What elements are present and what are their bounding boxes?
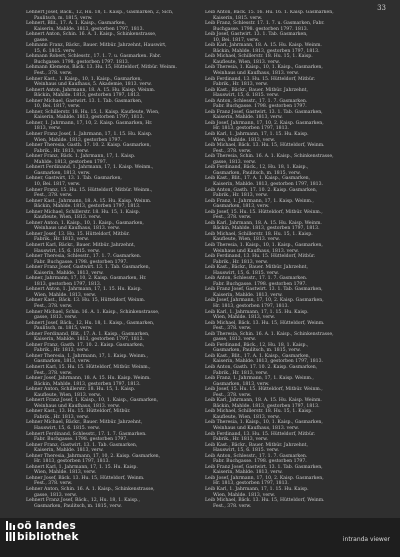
- entry-head: Lehnert Franz Josef, 1. Kaisp., 10, 1. Kaisp., Gasmarken,: [26, 398, 159, 404]
- entry-head: Leib Anton, Schlesstr., 17. 1. 7. Gasmarken.: [205, 276, 308, 282]
- register-entry: [205, 121, 391, 132]
- register-entry: [26, 154, 212, 165]
- entry-continuation: Kaufleute, Wien, 1813. verw.: [213, 59, 281, 65]
- entry-continuation: Bäckin, Mahlde. 1813, gestorben 1797, 1813.: [213, 48, 320, 54]
- entry-continuation: Bäckin, Mahlde. 1813, gestorben 1797, 1813.: [34, 204, 141, 210]
- register-entry: [205, 165, 391, 176]
- entry-continuation: Weinhaus und Kaufhaus, 1813. verw.: [213, 248, 300, 254]
- entry-head: Leib Michael, Schillerstr. 18. Hu. 15, 1. Kaisp.: [205, 54, 313, 60]
- entry-continuation: Bäckin, Mahlde. 1813, gestorben 1797, 1813.: [213, 403, 320, 409]
- entry-head: Leib Franz Josef, Gastwirt. 13. 1. Tab. Gasmarken,: [205, 287, 323, 293]
- entry-head: Leib Josef, Jahrmann, 17, 10, 2. Kaisp. Gasmarken,: [205, 298, 324, 304]
- register-entry: [205, 88, 391, 99]
- register-entry: [26, 287, 212, 298]
- register-entry: [205, 298, 391, 309]
- entry-continuation: Fest., 378. verw.: [34, 193, 73, 199]
- register-entry: [26, 310, 212, 321]
- entry-head: Leib Kast., Bäckr., Bauer. Mitbür. Jahrzehnt,: [205, 87, 308, 93]
- register-entry: [205, 65, 391, 76]
- register-entry: [205, 132, 391, 143]
- entry-head: Leib Ferdinand, 13. Hu. 15. Hütteldorf, Mitbür.: [205, 76, 316, 82]
- entry-head: Lehner Franz, Bäck. 1. Jahrmann, 17, 1. Kaisp.: [26, 154, 136, 160]
- entry-head: Leib Michael, Bäck. 13. Hu. 15, Hütteldorf, Weinm.: [205, 143, 325, 149]
- entry-continuation: Kaiserin, Mahlde. 1813, gestorben 1797, 1813.: [34, 26, 144, 32]
- entry-continuation: Wien, Mahlde. 1813, verw.: [213, 315, 276, 321]
- entry-head: Lehmann Klemens, Bäck. 13. Hu. 15, Hütteldorf, Mitbür. Weinm.: [26, 65, 177, 71]
- entry-head: Lehnert Josef, Bäck., 12, Hu. 18, 1. Kaisp., Gasmarken,: [26, 320, 155, 326]
- entry-continuation: Fest., 378. verw.: [34, 481, 73, 487]
- entry-continuation: Kaiserin, Mahlde. 1813, verw.: [213, 470, 283, 476]
- entry-continuation: Kaufleute, Wien, 1813. verw.: [34, 215, 102, 221]
- entry-head: Leib Karl, Jahrmann, 18. A. 15. Hu. Kaisp. Weinm.: [205, 398, 322, 404]
- entry-head: Leib Josef, Gastwirt. 13. 1. Tab. Gasmarken,: [205, 32, 308, 38]
- register-entry: [26, 487, 212, 498]
- entry-head: Leib Josef, 15. Hu. 15. Hütteldorf, Mitbür. Weinm.,: [205, 387, 323, 393]
- register-entry: [26, 121, 212, 132]
- entry-head: Lehner, Schillerstr. 18. Hu. 15, 1. Kaisp. Kaufleute, Wien,: [26, 109, 160, 115]
- entry-head: Lehner Kast., Jahrmann, 18. A. 15. Hu. Kaisp. Weinm.: [26, 198, 152, 204]
- entry-continuation: Fabrik., Hr. 1813, verw.: [213, 193, 268, 199]
- entry-head: Lehner, Jahrmann, 17, 10, 2. Kaisp. Gasmarken, Hr.: [26, 276, 147, 282]
- entry-head: Leib Kast., Bäckr., Bauer. Mitbür. Jahrzehnt,: [205, 265, 308, 271]
- register-entry: [26, 398, 212, 409]
- entry-head: Lehner Anton, Schin. 16. A. 1. Kaisp., Schinkenstrasse,: [26, 487, 155, 493]
- entry-continuation: Kaiserin, Mahlde. 1813, verw.: [213, 292, 283, 298]
- entry-continuation: Wien, Mahlde. 1813, verw.: [34, 470, 97, 476]
- entry-head: Lehnert Karl, 15. Hu. 15. Hütteldorf, Mitbür. Weinm.,: [26, 365, 151, 370]
- register-entry: [26, 476, 212, 487]
- entry-head: Leib Anton, Gasth. 17. 10. 2. Kaisp. Gasmarken,: [205, 187, 318, 193]
- entry-head: Leib Ferdinand, Bäck., 12, Hu. 18, 1. Kaisp.,: [205, 165, 309, 171]
- entry-head: Leib Theresia, 1. Kaisp., 10, 1. Kaisp., Gasmarken,: [205, 420, 323, 426]
- entry-continuation: Hauswirt, 15, 6. 1815. verw.: [34, 248, 101, 254]
- entry-continuation: Wien, Mahlde. 1813, verw.: [34, 292, 97, 298]
- entry-continuation: Fabrik., Hr. 1813, verw.: [213, 82, 268, 88]
- register-entry: [26, 387, 212, 398]
- entry-head: Leib Anton, Gasth. 17. 10. 2. Kaisp. Gasmarken,: [205, 365, 318, 370]
- entry-head: Lehnert, Blit., 17. A. 1. Kaisp., Gasmarken,: [26, 21, 127, 27]
- logo-line-2: bibliothek: [17, 531, 79, 543]
- entry-continuation: Fabr. Buchgasse. 1798. gestorben 1797.: [213, 104, 307, 110]
- entry-head: Leib Anton, Schlesstr., 17. 1. 7. Gasmarken.: [205, 453, 308, 459]
- right-column: [205, 10, 391, 509]
- entry-continuation: gasse, 1813. verw.: [213, 159, 257, 165]
- register-entry: [26, 454, 212, 465]
- register-entry: [205, 443, 391, 454]
- entry-continuation: Buchgasse. 1798. gestorben 1797. 1813.: [34, 59, 130, 65]
- entry-head: Lehner Franz, Gasth. 17. 10. 2. Kaisp. Gasmarken,: [26, 342, 145, 348]
- entry-continuation: 1813, verw.: [34, 126, 61, 132]
- entry-head: Lehner Franz, Gastwirt. 13. 1. Tab. Gasmarken,: [26, 442, 138, 448]
- entry-head: Leib Franz, 1. Jahrmann, 17, 1. Kaisp. Weinm.,: [205, 198, 314, 204]
- entry-head: Leib Michael, Bäck. 13. Hu. 15, Hütteldorf, Weinm.: [205, 498, 325, 504]
- register-entry: [26, 365, 212, 376]
- entry-head: Lehner Franz, 15. Hu. 15. Hütteldorf, Mitbür. Weinm.,: [26, 187, 153, 193]
- entry-head: Leib Karl, Jahrmann, 18. A. 15. Hu. Kaisp. Weinm.: [205, 43, 322, 49]
- entry-head: Lehnert Josef, Bäck., 12, Hu. 18, 1. Kaisp., Gasmarken, 2, Sich,: [26, 10, 174, 15]
- library-logo-mark-icon-2: [6, 532, 15, 541]
- register-entry: [205, 276, 391, 287]
- entry-continuation: 15, 6. 1815. verw.: [34, 48, 76, 54]
- register-entry: [26, 254, 212, 265]
- entry-head: Lehnert Anton, Schin. 16. A. 1. Kaisp., Schinkenstrasse,: [26, 32, 157, 38]
- register-entry: [205, 32, 391, 43]
- register-entry: [26, 54, 212, 65]
- entry-continuation: Hauswirt, 15, 6. 1815. verw.: [34, 426, 101, 432]
- entry-head: Lehner Theresia, Gasth. 17. 10. 2. Kaisp. Gasmarken,: [26, 143, 151, 149]
- register-entry: [26, 376, 212, 387]
- entry-head: Leib Franz, Schlesstr. 17. 1. 7. u. Gasmarken, Fabr.: [205, 21, 325, 27]
- left-column: [26, 10, 212, 509]
- register-entry: [26, 265, 212, 276]
- entry-continuation: Fabrik., Hr. 1813, verw.: [34, 148, 89, 154]
- entry-continuation: Wien, Mahlde. 1813, verw.: [213, 137, 276, 143]
- register-entry: [205, 265, 391, 276]
- entry-continuation: Kaiserin, Mahlde. 1813, verw.: [34, 270, 104, 276]
- entry-head: Lehmann Robert, Schlesstr., 17. 1. 7. u. Gasmarken. Fabr.: [26, 54, 162, 60]
- register-entry: [26, 432, 212, 443]
- entry-head: Lehner Anton, 1. Kaisp., 10, 1. Kaisp., Gasmarken,: [26, 220, 144, 226]
- entry-continuation: 10, Bei. 1817, verw.: [213, 37, 260, 43]
- entry-continuation: 10, Bei. 1817, verw.: [34, 181, 81, 187]
- page-number: 33: [377, 4, 386, 12]
- entry-continuation: Kaiserin, Mahlde. 1813, gestorben 1797, 1813.: [213, 181, 323, 187]
- register-entry: [26, 498, 212, 509]
- entry-continuation: Fest., 378. verw.: [34, 71, 73, 77]
- entry-continuation: Weinhaus und Kaufhaus, 5. Akademie, 1813. verw.: [34, 82, 152, 88]
- entry-continuation: Hr. 1813, gestorben 1797, 1813.: [34, 459, 110, 465]
- entry-head: Leib Anton, Bäck. 15. 16. Hu. 16. 1. Kaisp. Gasmarken,: [205, 10, 334, 15]
- entry-continuation: 10, Bei. 1817, verw.: [34, 104, 81, 110]
- entry-head: Leib Anton, Schlesstr., 17. 1. 7. Gasmarken.: [205, 98, 308, 104]
- entry-continuation: Kaiserin, Mahlde. 1813, gestorben 1797, 1813.: [34, 337, 144, 343]
- register-entry: [205, 143, 391, 154]
- entry-continuation: Paulitsch, m. 1815, verw.: [34, 15, 93, 21]
- entry-head: Lehner Michael, Gastwirt. 13. 1. Tab. Gasmarken,: [26, 98, 143, 104]
- register-entry: [26, 32, 212, 43]
- entry-continuation: Gasmarken, 1813, verw.: [34, 170, 91, 176]
- register-entry: [26, 88, 212, 99]
- entry-continuation: Fabr. Buchgasse. 1798. gestorben 1797.: [34, 437, 128, 443]
- register-entry: [205, 365, 391, 376]
- register-entry: [26, 165, 212, 176]
- entry-continuation: Fest., 378. verw.: [213, 215, 252, 221]
- register-entry: [205, 210, 391, 221]
- entry-continuation: Fabrik., Hr. 1813, verw.: [34, 237, 89, 243]
- entry-continuation: Kaiserin, Mahlde. 1813, verw.: [34, 448, 104, 454]
- register-entry: [205, 332, 391, 343]
- entry-continuation: Hauswirt, 15, 6. 1815. verw.: [213, 93, 280, 99]
- entry-continuation: Mahlde. 1813, gestorben 1797.: [34, 159, 108, 165]
- entry-head: Leib Karl, 1. Jahrmann, 17, 1. 15. Hu. Kaisp.: [205, 487, 309, 493]
- entry-continuation: gasse.: [34, 37, 49, 43]
- register-entry: [26, 77, 212, 88]
- register-entry: [205, 310, 391, 321]
- entry-continuation: Bäckin, Mahlde. 1813, gestorben 1797, 1813.: [34, 93, 141, 99]
- register-entry: [205, 243, 391, 254]
- register-entry: [205, 99, 391, 110]
- register-entry: [205, 476, 391, 487]
- entry-continuation: Fabrik., Hr. 1813, verw.: [34, 348, 89, 354]
- entry-head: Lehner Theresia, Schlesstr., 17. 1. 7. Gasmarken.: [26, 254, 142, 260]
- register-entry: [26, 10, 212, 21]
- register-entry: [205, 321, 391, 332]
- register-entry: [205, 232, 391, 243]
- entry-continuation: Gasmarken, Paulitsch, m. 1815, verw.: [34, 503, 122, 509]
- entry-continuation: Bäckin, Mahlde. 1813, gestorben 1797, 1813.: [213, 226, 320, 232]
- entry-continuation: Weinhaus und Kaufhaus, 1813. verw.: [34, 403, 121, 409]
- entry-head: Lehner Kast., Bäck. 13. Hu. 15, Hütteldorf, Weinm.: [26, 298, 146, 304]
- register-entry: [26, 143, 212, 154]
- register-entry: [26, 276, 212, 287]
- entry-continuation: Kaufleute, Wien, 1813. verw.: [213, 237, 281, 243]
- entry-continuation: Fabrik., Hr. 1813, verw.: [213, 437, 268, 443]
- entry-head: Lehnert Franz Josef, Bäck., 12, Hu. 18, 1. Kaisp.,: [26, 498, 140, 504]
- entry-continuation: Fabrik., Hr. 1813, verw.: [213, 370, 268, 376]
- entry-head: Lehner Anton, Schillerstr. 18. Hu. 15, 1. Kaisp.: [26, 387, 136, 393]
- entry-continuation: Weinhaus und Kaufhaus, 1813. verw.: [213, 426, 300, 432]
- entry-head: Leib Karl, 1. Jahrmann, 17, 1. 15. Hu. Kaisp.: [205, 132, 309, 138]
- register-entry: [26, 354, 212, 365]
- entry-head: Lehner Franz Josef, 1. Jahrmann, 17, 1. 15. Hu. Kaisp.: [26, 132, 153, 138]
- entry-continuation: 1813, gestorben 1797, 1813.: [34, 281, 102, 287]
- entry-head: Lehner Josef, 13. Hu. 15. Hütteldorf, Mitbür.: [26, 231, 130, 237]
- entry-head: Leib Michael, Schillerstr. 18. Hu. 15, 1. Kaisp.: [205, 231, 313, 237]
- entry-head: Leib Ferdinand, 13. Hu. 15. Hütteldorf, Mitbür.: [205, 431, 316, 437]
- entry-continuation: Kaiserin, Mahlde. 1813, gestorben 1797, 1813.: [213, 359, 323, 365]
- register-entry: [26, 321, 212, 332]
- register-entry: [26, 465, 212, 476]
- register-entry: [205, 188, 391, 199]
- entry-head: Lehner Michael, Schin. 16. A. 1. Kaisp., Schinkenstrasse,: [26, 309, 160, 315]
- register-entry: [205, 432, 391, 443]
- entry-continuation: Paulitsch, m. 1815, verw.: [34, 326, 93, 332]
- entry-continuation: Gasmarken, 1813, verw.: [34, 359, 91, 365]
- entry-continuation: Kaiserin, Mahlde. 1813, verw.: [213, 115, 283, 121]
- entry-continuation: Wien, Mahlde. 1813, gestorben 1797.: [34, 137, 122, 143]
- register-entry: [26, 409, 212, 420]
- entry-head: Leib Kast., Bäckr., Bauer. Mitbür. Jahrzehnt,: [205, 442, 308, 448]
- entry-head: Leib Franz, 1. Jahrmann, 17, 1. Kaisp. Weinm.,: [205, 376, 314, 382]
- entry-head: Leib Ferdinand, 13. Hu. 15. Hütteldorf, Mitbür.: [205, 254, 316, 260]
- register-entry: [205, 498, 391, 509]
- entry-continuation: Fest., 378. verw.: [213, 148, 252, 154]
- entry-head: Lehner Kast., 1. Kaisp., 10, 1. Kaisp., Gasmarken,: [26, 76, 142, 82]
- register-entry: [26, 21, 212, 32]
- entry-continuation: Fabr. Buchgasse. 1798. gestorben 1797.: [213, 281, 307, 287]
- register-entry: [26, 443, 212, 454]
- entry-head: Leib Josef, Jahrmann, 17, 10, 2. Kaisp. Gasmarken,: [205, 120, 324, 126]
- register-entry: [205, 199, 391, 210]
- entry-continuation: Buchgasse. 1798. gestorben 1797. 1813.: [213, 26, 309, 32]
- register-entry: [205, 376, 391, 387]
- register-entry: [26, 232, 212, 243]
- entry-head: Leib Michael, Bäck. 13. Hu. 15, Hütteldorf, Weinm.: [205, 320, 325, 326]
- entry-head: Lehner Kast., 13. Hu. 15. Hütteldorf, Mitbür.: [26, 409, 131, 415]
- entry-head: Lehmann Franz, Bäckr., Bauer. Mitbür. Jahrzehnt, Hauswirt,: [26, 43, 167, 49]
- entry-head: Leib Karl, 1. Jahrmann, 17, 1. 15. Hu. Kaisp.: [205, 309, 309, 315]
- entry-continuation: Fest., 378. verw.: [213, 326, 252, 332]
- register-entry: [205, 354, 391, 365]
- register-entry: [205, 487, 391, 498]
- entry-head: Leib Kast., Blit., 17. A. 1. Kaisp., Gasmarken,: [205, 353, 311, 359]
- entry-continuation: Kaufleute, Wien, 1813. verw.: [213, 414, 281, 420]
- register-entry: [26, 343, 212, 354]
- entry-continuation: Fabr. Buchgasse. 1798. gestorben 1797.: [213, 459, 307, 465]
- entry-head: Leib Josef, 15. Hu. 15. Hütteldorf, Mitbür. Weinm.,: [205, 209, 323, 215]
- logo-line-1: oö landes: [17, 520, 76, 532]
- entry-continuation: Weinhaus und Kaufhaus, 1813. verw.: [213, 71, 300, 77]
- register-entry: [205, 420, 391, 431]
- entry-head: Leib Franz Josef, Gastwirt. 13. 1. Tab. Gasmarken,: [205, 109, 323, 115]
- register-entry: [205, 465, 391, 476]
- entry-head: Lehner Josef, Bäck. 13. Hu. 15, Hütteldorf, Weinm.: [26, 475, 145, 481]
- entry-head: Leib Theresia, Schin. 16. A. 1. Kaisp., Schinkenstrasse,: [205, 154, 334, 160]
- entry-continuation: Weinhaus und Kaufhaus, 1813. verw.: [34, 226, 121, 232]
- entry-continuation: Fest., 378. verw.: [213, 503, 252, 509]
- entry-continuation: Bäckin, Mahlde. 1813, gestorben 1797, 1813.: [34, 381, 141, 387]
- entry-head: Leib Franz Josef, Gastwirt. 13. 1. Tab. Gasmarken,: [205, 464, 323, 470]
- register-entry: [205, 10, 391, 21]
- register-entry: [205, 409, 391, 420]
- register-entry: [205, 154, 391, 165]
- entry-head: Lehner, Gastwirt, 13. 1. Tab. Gasmarken,: [26, 176, 122, 182]
- entry-head: Leib Michael, Schillerstr. 18. Hu. 15, 1. Kaisp.: [205, 409, 313, 415]
- entry-continuation: Fabrik., Hr. 1813, verw.: [213, 259, 268, 265]
- entry-continuation: Kaiserin, Mahlde. 1813, gestorben 1797, 1813.: [34, 115, 144, 121]
- entry-continuation: gasse, 1813. verw.: [34, 492, 78, 498]
- register-entry: [26, 332, 212, 343]
- entry-continuation: Hauswirt, 15, 6. 1815. verw.: [213, 448, 280, 454]
- register-entry: [205, 343, 391, 354]
- register-entry: [205, 221, 391, 232]
- register-entry: [205, 110, 391, 121]
- entry-head: Lehner, 1. Jahrmann, 17, 10, 2. Kaisp. Gasmarken, Hr.: [26, 120, 153, 126]
- register-entry: [26, 110, 212, 121]
- entry-head: Leib Karl, Jahrmann, 18. A. 15. Hu. Kaisp. Weinm.: [205, 220, 322, 226]
- entry-head: Lehner Michael, Bäckr., Bauer. Mitbür. Jahrzehnt,: [26, 420, 143, 426]
- entry-continuation: Hauswirt, 15, 6. 1815. verw.: [213, 270, 280, 276]
- entry-head: Lehner Theresia, 1. Jahrmann, 17, 1. Kaisp. Weinm.,: [26, 353, 148, 359]
- register-entry: [26, 65, 212, 76]
- entry-head: Leib Theresia, 1. Kaisp., 10, 1. Kaisp., Gasmarken,: [205, 65, 323, 71]
- entry-continuation: Gasmarken, Paulitsch, m. 1815, verw.: [213, 348, 301, 354]
- entry-head: Lehnert Ferdinand, 1. Jahrmann, 17, 1. Kaisp. Weinm.,: [26, 165, 154, 171]
- entry-continuation: Fabr. Buchgasse. 1798. gestorben 1797.: [34, 259, 128, 265]
- viewer-label[interactable]: intranda viewer: [342, 536, 390, 543]
- entry-head: Lehnert Karl, 1. Jahrmann, 17, 1. 15. Hu. Kaisp.: [26, 464, 138, 470]
- entry-continuation: Kaiserin, 1815. verw.: [213, 15, 263, 21]
- entry-continuation: Gasmarken, 1813, verw.: [213, 381, 270, 387]
- entry-continuation: gasse, 1813. verw.: [34, 315, 78, 321]
- entry-continuation: gasse, 1813. verw.: [213, 337, 257, 343]
- register-entry: [26, 132, 212, 143]
- entry-head: Lehnert Anton, 1. Jahrmann, 17, 1. 15. Hu. Kaisp.: [26, 287, 142, 293]
- register-entry: [205, 287, 391, 298]
- entry-continuation: Fest., 378. verw.: [213, 392, 252, 398]
- entry-head: Lehnert Karl, Bäckr., Bauer. Mitbür. Jahrzehnt,: [26, 242, 136, 248]
- entry-continuation: Fest., 378. verw.: [34, 370, 73, 376]
- entry-head: Lehner Josef, Jahrmann, 18. A. 15. Hu. Kaisp. Weinm.: [26, 376, 151, 382]
- register-entry: [26, 298, 212, 309]
- register-entry: [205, 176, 391, 187]
- library-logo-mark-icon: [6, 521, 15, 530]
- library-logo[interactable]: [6, 521, 79, 543]
- register-entry: [26, 210, 212, 221]
- register-entry: [205, 77, 391, 88]
- entry-head: Lehnert Ferdinand, Schlesstr., 17. 1. 7. Gasmarken.: [26, 431, 147, 437]
- entry-continuation: Hr. 1813, gestorben 1797, 1813.: [213, 481, 289, 487]
- entry-head: Lehner Franz Josef, Gastwirt. 13. 1. Tab. Gasmarken,: [26, 265, 151, 271]
- entry-head: Lehner Michael, Schillerstr. 18. Hu. 15, 1. Kaisp.: [26, 209, 141, 215]
- entry-continuation: Hr. 1813, gestorben 1797, 1813.: [213, 126, 289, 132]
- register-entry: [26, 199, 212, 210]
- register-entry: [205, 43, 391, 54]
- entry-continuation: Kaufleute, Wien, 1813. verw.: [34, 392, 102, 398]
- register-entry: [205, 454, 391, 465]
- register-entry: [205, 254, 391, 265]
- entry-continuation: Fest., 378. verw.: [34, 303, 73, 309]
- register-entry: [205, 21, 391, 32]
- entry-continuation: Wien, Mahlde. 1813, verw.: [213, 492, 276, 498]
- entry-head: Lehner Theresia, Jahrmann, 17, 10, 2. Kaisp. Gasmarken,: [26, 453, 161, 459]
- register-entry: [26, 188, 212, 199]
- register-entry: [205, 387, 391, 398]
- register-entry: [26, 43, 212, 54]
- entry-continuation: Fabrik., Hr. 1813, verw.: [34, 414, 89, 420]
- entry-head: Lehnert Anton, Jahrmann, 18. A. 15. Hu. Kaisp. Weinm.: [26, 87, 156, 93]
- entry-continuation: Hr. 1813, gestorben 1797, 1813.: [213, 303, 289, 309]
- register-entry: [205, 398, 391, 409]
- register-entry: [26, 176, 212, 187]
- entry-head: Leib Ferdinand, Bäck., 12, Hu. 18, 1. Kaisp.,: [205, 342, 309, 348]
- register-entry: [26, 99, 212, 110]
- register-entry: [205, 54, 391, 65]
- entry-continuation: Gasmarken, Paulitsch, m. 1815, verw.: [213, 170, 301, 176]
- entry-head: Lehner Ferdinand, Blit., 17. A. 1. Kaisp., Gasmarken,: [26, 331, 150, 337]
- register-entry: [26, 420, 212, 431]
- entry-head: Leib Kast., Blit., 17. A. 1. Kaisp., Gasmarken,: [205, 176, 311, 182]
- entry-head: Leib Theresia, 1. Kaisp., 10, 1. Kaisp., Gasmarken,: [205, 242, 323, 248]
- entry-continuation: Gasmarken, 1813, verw.: [213, 204, 270, 210]
- register-entry: [26, 221, 212, 232]
- register-entry: [26, 243, 212, 254]
- entry-head: Leib Josef, Jahrmann, 17, 10, 2. Kaisp. Gasmarken,: [205, 475, 324, 481]
- entry-head: Leib Theresia, Schin. 16. A. 1. Kaisp., Schinkenstrasse,: [205, 331, 334, 337]
- viewer-footer: [0, 518, 400, 557]
